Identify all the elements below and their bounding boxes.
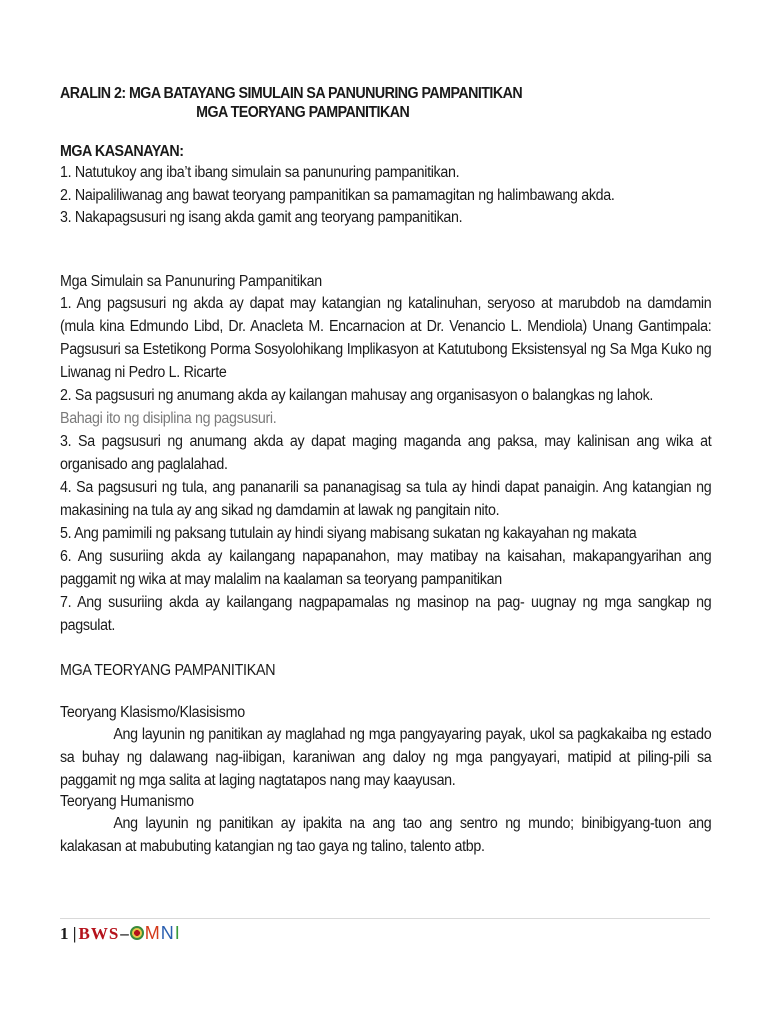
omni-letter-m: M: [144, 923, 161, 943]
brand-dash: –: [120, 923, 129, 943]
lesson-title: ARALIN 2: MGA BATAYANG SIMULAIN SA PANUNURING PAMPANITIKAN: [60, 85, 523, 102]
klasismo-body: Ang layunin ng panitikan ay maglahad ng mga pangyayaring payak, ukol sa pagkakaiba ng estado sa buhay ng dalawang nag-iibigan, karaniwan ang daloy ng mga pangyayari, matipid at piling-pili sa paggamit ng mga salita at laging nagtatapos nang may kaayusan.: [60, 725, 712, 789]
simulain-item: 7. Ang susuriing akda ay kailangang nagpapamalas ng masinop na pag- uugnay ng mga sangkap ng pagsulat.: [60, 593, 712, 634]
lesson-subtitle: MGA TEORYANG PAMPANITIKAN: [196, 104, 410, 121]
simulain-item: 4. Sa pagsusuri ng tula, ang pananarili sa pananagisag sa tula ay hindi dapat panaigin. Ang katangian ng makasining na tula ay ang sikad ng damdamin at lawak ng pangitain nito.: [60, 478, 712, 519]
humanismo-heading: Teoryang Humanismo: [60, 792, 194, 810]
humanismo-body: Ang layunin ng panitikan ay ipakita na ang tao ang sentro ng mundo; binibigyang-tuon ang kalakasan at mabubuting katangian ng tao gaya ng talino, talento atbp.: [60, 814, 712, 855]
kasanayan-item: 2. Naipaliliwanag ang bawat teoryang pampanitikan sa pamamagitan ng halimbawang akda.: [60, 186, 615, 204]
page-number: 1 |: [60, 923, 77, 943]
simulain-heading: Mga Simulain sa Panunuring Pampanitikan: [60, 272, 322, 290]
footer-divider: [60, 918, 710, 919]
document-page: [60, 84, 710, 858]
simulain-note: Bahagi ito ng disiplina ng pagsusuri.: [60, 409, 277, 427]
kasanayan-heading: MGA KASANAYAN:: [60, 143, 184, 160]
simulain-item: 5. Ang pamimili ng paksang tutulain ay hindi siyang mabisang sukatan ng kakayahan ng makata: [60, 524, 637, 542]
brand-logo-text: BWS: [78, 923, 120, 943]
teorya-heading: MGA TEORYANG PAMPANITIKAN: [60, 661, 276, 679]
simulain-item: 1. Ang pagsusuri ng akda ay dapat may katangian ng katalinuhan, seryoso at marubdob na damdamin (mula kina Edmundo Libd, Dr. Anacleta M. Encarnacion at Dr. Venancio L. Mendiola) Unang Gantimpala: Pagsusuri sa Estetikong Porma Sosyolohikang Implikasyon at Katutubong Eksistensyal ng Sa Mga Kuko ng Liwanag ni Pedro L. Ricarte: [60, 294, 712, 381]
omni-seal-icon: [130, 926, 144, 940]
simulain-item: 3. Sa pagsusuri ng anumang akda ay dapat maging maganda ang paksa, may kalinisan ang wika at organisado ang paglalahad.: [60, 432, 712, 473]
omni-logo: [130, 923, 181, 944]
footer: [60, 923, 181, 944]
omni-letter-n: N: [160, 923, 175, 943]
omni-letter-i: I: [174, 923, 181, 943]
kasanayan-item: 3. Nakapagsusuri ng isang akda gamit ang teoryang pampanitikan.: [60, 209, 463, 226]
kasanayan-item: 1. Natutukoy ang iba’t ibang simulain sa panunuring pampanitikan.: [60, 164, 460, 181]
klasismo-heading: Teoryang Klasismo/Klasisismo: [60, 703, 245, 721]
simulain-item: 6. Ang susuriing akda ay kailangang napapanahon, may matibay na kaisahan, makapangyarihan ang paggamit ng wika at may malalim na kaalaman sa teoryang pampanitikan: [60, 547, 712, 588]
simulain-item: 2. Sa pagsusuri ng anumang akda ay kailangan mahusay ang organisasyon o balangkas ng lahok.: [60, 386, 654, 404]
